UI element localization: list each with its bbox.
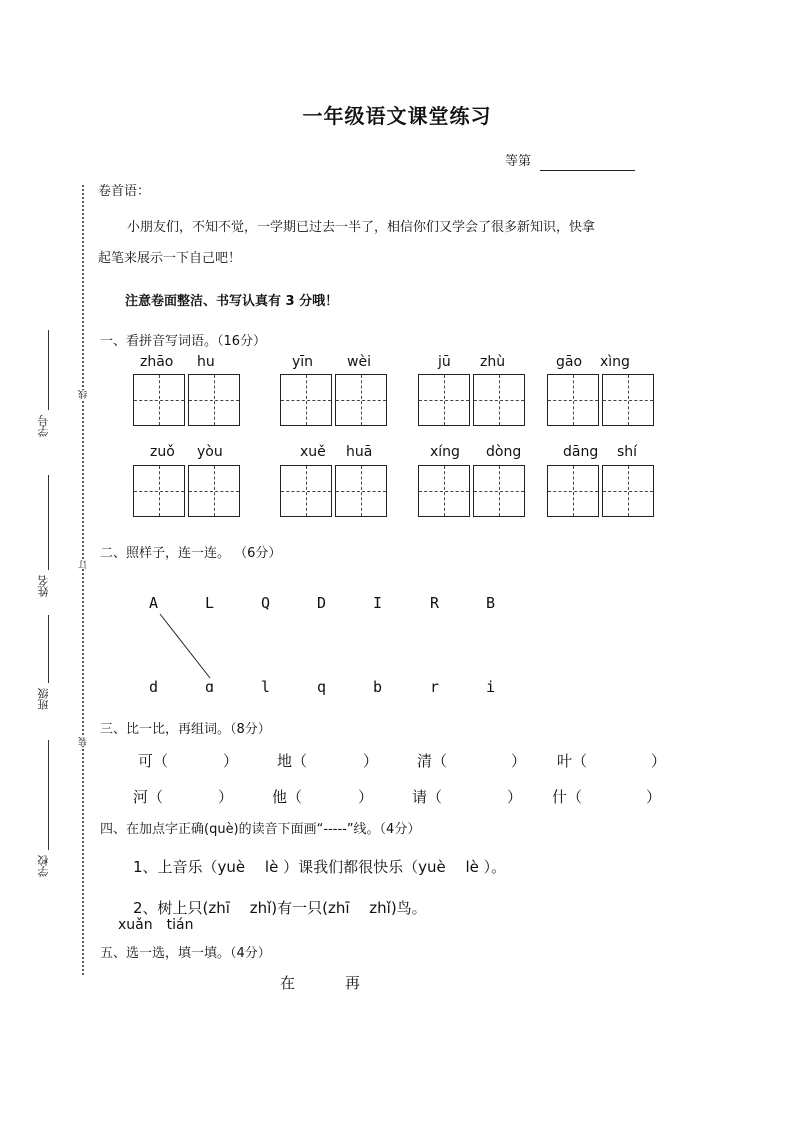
pinyin: jū: [438, 354, 451, 370]
compare-close: ）: [511, 752, 527, 770]
pinyin: zuǒ: [150, 444, 175, 460]
lower-letter[interactable]: q: [317, 678, 327, 696]
pinyin: dòng: [486, 444, 522, 460]
lower-letter[interactable]: l: [261, 678, 271, 696]
upper-letter[interactable]: I: [373, 594, 383, 612]
class-label: 班级: [37, 688, 50, 710]
compare-close: ）: [363, 752, 379, 770]
writing-box[interactable]: [602, 465, 654, 517]
student-no-blank[interactable]: [48, 330, 49, 410]
writing-box[interactable]: [280, 465, 332, 517]
intro-line2: 起笔来展示一下自己吧！: [98, 251, 242, 266]
question-2: 2、树上只(zhī zhǐ)有一只(zhī zhǐ)鸟。: [133, 899, 427, 917]
writing-box[interactable]: [133, 465, 185, 517]
compare-close: ）: [218, 788, 234, 806]
writing-box[interactable]: [418, 465, 470, 517]
grade-blank[interactable]: [540, 170, 635, 171]
writing-box[interactable]: [473, 374, 525, 426]
pinyin: xìng: [600, 354, 630, 370]
upper-letter[interactable]: R: [430, 594, 440, 612]
class-blank[interactable]: [48, 615, 49, 683]
grade-label: 等第: [505, 154, 532, 169]
section-1-heading: 一、看拼音写词语。（16分）: [100, 334, 267, 349]
section-4-heading: 四、在加点字正确(què)的读音下面画“-----”线。（4分）: [100, 822, 421, 837]
pinyin: huā: [346, 444, 373, 460]
compare-char: 地（: [277, 752, 308, 770]
pinyin: xíng: [430, 444, 460, 460]
upper-letter[interactable]: Q: [261, 594, 271, 612]
compare-char: 清（: [417, 752, 448, 770]
lower-letter[interactable]: ɑ: [205, 678, 215, 696]
choice-zai2: 再: [345, 974, 361, 992]
pinyin: wèi: [347, 354, 371, 370]
upper-letter[interactable]: A: [149, 594, 159, 612]
compare-close: ）: [507, 788, 523, 806]
pinyin: hu: [197, 354, 215, 370]
writing-box[interactable]: [602, 374, 654, 426]
compare-char: 河（: [133, 788, 164, 806]
binding-dotted-line: [82, 185, 84, 975]
intro-line1: 小朋友们，不知不觉，一学期已过去一半了，相信你们又学会了很多新知识，快拿: [127, 220, 596, 235]
writing-box[interactable]: [547, 465, 599, 517]
writing-box[interactable]: [335, 374, 387, 426]
compare-char: 可（: [138, 752, 169, 770]
section-3-heading: 三、比一比，再组词。（8分）: [100, 722, 271, 737]
choice-zai: 在: [280, 974, 296, 992]
binding-label-zhuang: 装: [79, 737, 89, 746]
question-1: 1、上音乐（yuè lè ）课我们都很快乐（yuè lè ）。: [133, 858, 507, 876]
school-label: 学校: [37, 855, 50, 877]
writing-box[interactable]: [280, 374, 332, 426]
pinyin: dāng: [563, 444, 599, 460]
lower-letter[interactable]: b: [373, 678, 383, 696]
writing-box[interactable]: [418, 374, 470, 426]
compare-char: 请（: [412, 788, 443, 806]
compare-close: ）: [651, 752, 667, 770]
binding-label-ding: 订: [79, 560, 89, 569]
intro-notice: 注意卷面整洁、书写认真有 3 分哦！: [125, 294, 339, 309]
intro-heading: 卷首语：: [98, 184, 151, 199]
section-2-heading: 二、照样子，连一连。 （6分）: [100, 546, 282, 561]
lower-letter[interactable]: i: [486, 678, 496, 696]
lower-letter[interactable]: r: [430, 678, 440, 696]
compare-close: ）: [358, 788, 374, 806]
pinyin: yīn: [292, 354, 314, 370]
pinyin: zhù: [480, 354, 506, 370]
pinyin: xuě: [300, 444, 326, 460]
compare-char: 叶（: [557, 752, 588, 770]
student-no-label: 学号: [37, 415, 50, 437]
upper-letter[interactable]: B: [486, 594, 496, 612]
writing-box[interactable]: [335, 465, 387, 517]
compare-char: 他（: [272, 788, 303, 806]
pinyin: gāo: [556, 354, 583, 370]
writing-box[interactable]: [188, 374, 240, 426]
school-blank[interactable]: [48, 740, 49, 850]
compare-close: ）: [646, 788, 662, 806]
example-connecting-line: [150, 610, 220, 685]
name-label: 姓名: [37, 575, 50, 597]
writing-box[interactable]: [547, 374, 599, 426]
section-5-heading: 五、选一选，填一填。（4分）: [100, 946, 271, 961]
pinyin-xuan-tian: xuǎn tián: [118, 917, 194, 933]
page-title: 一年级语文课堂练习: [302, 104, 492, 128]
upper-letter[interactable]: L: [205, 594, 215, 612]
compare-char: 什（: [552, 788, 583, 806]
compare-close: ）: [223, 752, 239, 770]
pinyin: zhāo: [140, 354, 174, 370]
binding-label-xian: 线: [79, 390, 89, 399]
pinyin: shí: [617, 444, 638, 460]
lower-letter[interactable]: d: [149, 678, 159, 696]
upper-letter[interactable]: D: [317, 594, 327, 612]
name-blank[interactable]: [48, 475, 49, 570]
pinyin: yòu: [197, 444, 223, 460]
writing-box[interactable]: [473, 465, 525, 517]
writing-box[interactable]: [133, 374, 185, 426]
writing-box[interactable]: [188, 465, 240, 517]
